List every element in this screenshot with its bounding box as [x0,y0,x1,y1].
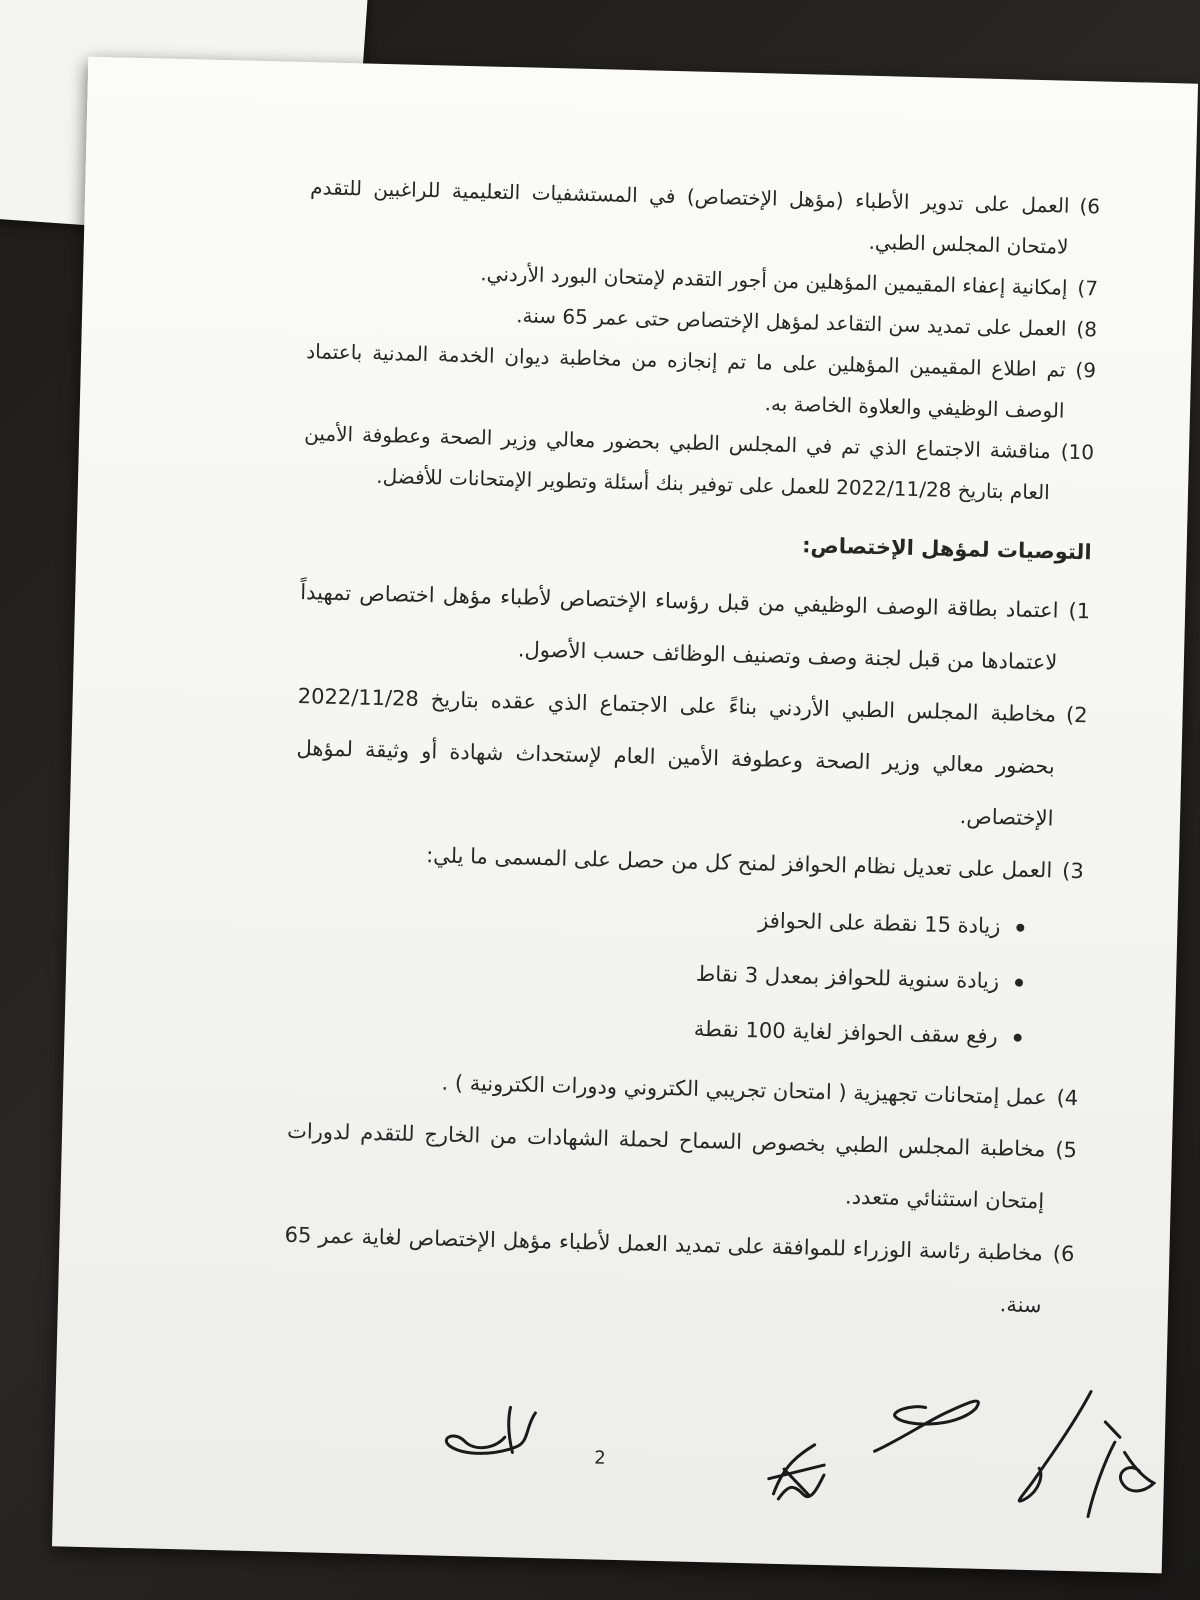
item-text: اعتماد بطاقة الوصف الوظيفي من قبل رؤساء الإختصاص لأطباء مؤهل اختصاص تمهيداً لاعتمادها من قبل لجنة وصف وتصنيف الوظائف حسب الأصول. [300,580,1059,675]
item-number: (6 [1052,1241,1075,1267]
item-text: مخاطبة رئاسة الوزراء للموافقة على تمديد العمل لأطباء مؤهل الإختصاص لغاية عمر 65 سنة. [284,1222,1044,1318]
bullet-text: زيادة سنوية للحوافز بمعدل 3 نقاط [695,961,1000,994]
item-text: العمل على تعديل نظام الحوافز لمنح كل من حصل على المسمى ما يلي: [425,843,1053,883]
item-text: عمل إمتحانات تجهيزية ( امتحان تجريبي الكتروني ودورات الكترونية ) . [441,1070,1047,1110]
item-number: (1 [1068,598,1091,624]
item-text: العمل على تمديد سن التقاعد لمؤهل الإختصاص حتى عمر 65 سنة. [515,303,1067,341]
item-text: العمل على تدوير الأطباء (مؤهل الإختصاص) في المستشفيات التعليمية للراغبين للتقدم لامتحان المجلس الطبي. [309,175,1070,259]
list-item [295,670,1089,845]
item-text: مخاطبة المجلس الطبي الأردني بناءً على الاجتماع الذي عقده بتاريخ 2022/11/28 بحضور معالي وزير الصحة وعطوفة الأمين العام لإستحداث شهادة أو وثيقة لمؤهل الإختصاص. [296,683,1057,831]
item-number: (7 [1077,275,1099,301]
recommendations-list [283,566,1091,1332]
item-number: (5 [1055,1137,1078,1163]
item-text: مخاطبة المجلس الطبي بخصوص السماح لحملة الشهادات من الخارج للتقدم لدورات إمتحان استثنائي متعدد. [286,1118,1046,1214]
item-text: مناقشة الاجتماع الذي تم في المجلس الطبي بحضور معالي وزير الصحة وعطوفة الأمين العام بتاريخ 2022/11/28 للعمل على توفير بنك أسئلة وتطوير الإمتحانات للأفضل. [303,421,1052,505]
item-number: (6 [1079,193,1101,219]
bullet-list [289,882,1083,1066]
list-item [298,566,1090,689]
list-item [283,1209,1075,1332]
item-number: (3 [1061,858,1085,884]
signature-4-icon [993,1379,1167,1533]
document-body [283,167,1101,1332]
page-number: 2 [594,1447,606,1469]
bullet-icon [1015,978,1023,986]
bullet-icon [1016,923,1024,931]
document-page [52,57,1198,1574]
bullet-text: زيادة 15 نقطة على الحوافز [757,908,1001,939]
bullet-icon [1014,1033,1022,1041]
item-number: (2 [1065,702,1088,728]
item-text: إمكانية إعفاء المقيمين المؤهلين من أجور التقدم لإمتحان البورد الأردني. [480,261,1068,300]
bullet-text: رفع سقف الحوافز لغاية 100 نقطة [693,1016,999,1049]
items-top-list [303,167,1101,514]
signature-2-icon [753,1423,845,1515]
item-number: (9 [1075,357,1097,383]
item-number: (8 [1076,316,1098,342]
signature-1-icon [434,1396,556,1479]
item-number: (10 [1060,439,1095,465]
section-title: التوصيات لمؤهل الإختصاص: [801,533,1092,565]
item-text: تم اطلاع المقيمين المؤهلين على ما تم إنجازه من مخاطبة ديوان الخدمة المدنية باعتماد الوصف الوظيفي والعلاوة الخاصة به. [305,339,1066,423]
item-number: (4 [1056,1085,1079,1111]
list-item [285,1105,1077,1228]
